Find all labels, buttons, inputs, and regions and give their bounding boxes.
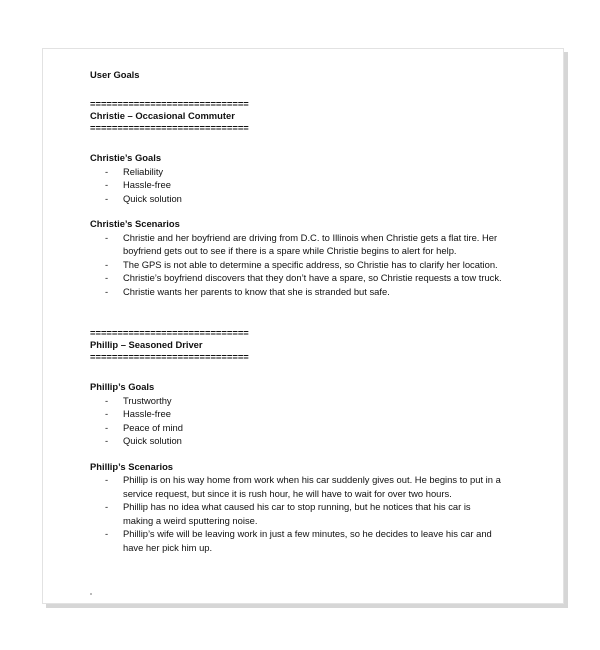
- persona-name: Phillip – Seasoned Driver: [90, 339, 203, 350]
- goal-text: Quick solution: [123, 192, 182, 204]
- goals-heading: Phillip’s Goals: [90, 381, 155, 392]
- goal-item: [90, 394, 510, 408]
- scenario-text: Christie wants her parents to know that she is stranded but safe.: [123, 285, 390, 297]
- scenario-item: [90, 285, 510, 299]
- scenarios-list: [90, 231, 510, 299]
- persona-phillip: [90, 327, 510, 554]
- persona-christie: [90, 98, 510, 298]
- goal-text: Peace of mind: [123, 421, 183, 433]
- goal-text: Trustworthy: [123, 394, 172, 406]
- goals-list: [90, 165, 510, 206]
- scenario-item: [90, 271, 510, 285]
- scenario-item: [90, 258, 510, 272]
- scenario-text: Christie and her boyfriend are driving from D.C. to Illinois when Christie gets a flat tire. Her boyfriend gets out to see if there is a spare while Christie begins to alert for help.: [123, 231, 498, 256]
- persona-name: Christie – Occasional Commuter: [90, 110, 235, 121]
- goal-item: [90, 165, 510, 179]
- document-title: User Goals: [90, 69, 140, 80]
- separator-rule: =============================: [90, 122, 249, 133]
- bullet-dash: -: [105, 528, 109, 539]
- bullet-dash: -: [105, 435, 109, 446]
- goal-item: [90, 192, 510, 206]
- scenario-text: Phillip’s wife will be leaving work in just a few minutes, so he decides to leave his car and have her pick him up.: [123, 528, 492, 553]
- document-content: [90, 69, 510, 554]
- scenario-text: Phillip is on his way home from work when his car suddenly gives out. He begins to put in a service request, but since it is rush hour, he will have to wait for over two hours.: [123, 474, 501, 499]
- scenario-text: Phillip has no idea what caused his car to stop running, but he notices that his car is making a weird sputtering noise.: [123, 501, 471, 526]
- bullet-dash: -: [105, 421, 109, 433]
- goal-text: Quick solution: [123, 435, 182, 446]
- scenario-item: [90, 473, 510, 500]
- separator-rule: =============================: [90, 351, 249, 362]
- bullet-dash: -: [105, 179, 109, 190]
- scenarios-heading: Christie’s Scenarios: [90, 218, 180, 229]
- bullet-dash: -: [105, 192, 109, 204]
- scenario-item: [90, 231, 510, 258]
- bullet-dash: -: [105, 474, 109, 485]
- separator-rule: =============================: [90, 327, 249, 338]
- goals-list: [90, 394, 510, 448]
- bullet-dash: -: [105, 272, 109, 283]
- page-mark: [90, 593, 92, 595]
- goal-item: [90, 178, 510, 192]
- bullet-dash: -: [105, 394, 109, 406]
- goals-heading: Christie’s Goals: [90, 152, 162, 163]
- bullet-dash: -: [105, 408, 109, 419]
- document-page: [42, 48, 564, 604]
- scenarios-list: [90, 473, 510, 554]
- goal-text: Hassle-free: [123, 179, 171, 190]
- goal-text: Reliability: [123, 165, 164, 177]
- bullet-dash: -: [105, 231, 109, 243]
- goal-item: [90, 434, 510, 448]
- goal-item: [90, 421, 510, 435]
- goal-item: [90, 407, 510, 421]
- bullet-dash: -: [105, 285, 109, 297]
- scenarios-heading: Phillip’s Scenarios: [90, 460, 174, 472]
- scenario-item: [90, 500, 510, 527]
- scenario-item: [90, 527, 510, 554]
- scenario-text: The GPS is not able to determine a specific address, so Christie has to clarify her location.: [123, 258, 498, 270]
- separator-rule: =============================: [90, 98, 249, 109]
- bullet-dash: -: [105, 258, 109, 270]
- scenario-text: Christie’s boyfriend discovers that they don’t have a spare, so Christie requests a tow truck.: [123, 272, 502, 283]
- goal-text: Hassle-free: [123, 408, 171, 419]
- bullet-dash: -: [105, 165, 109, 177]
- bullet-dash: -: [105, 501, 109, 512]
